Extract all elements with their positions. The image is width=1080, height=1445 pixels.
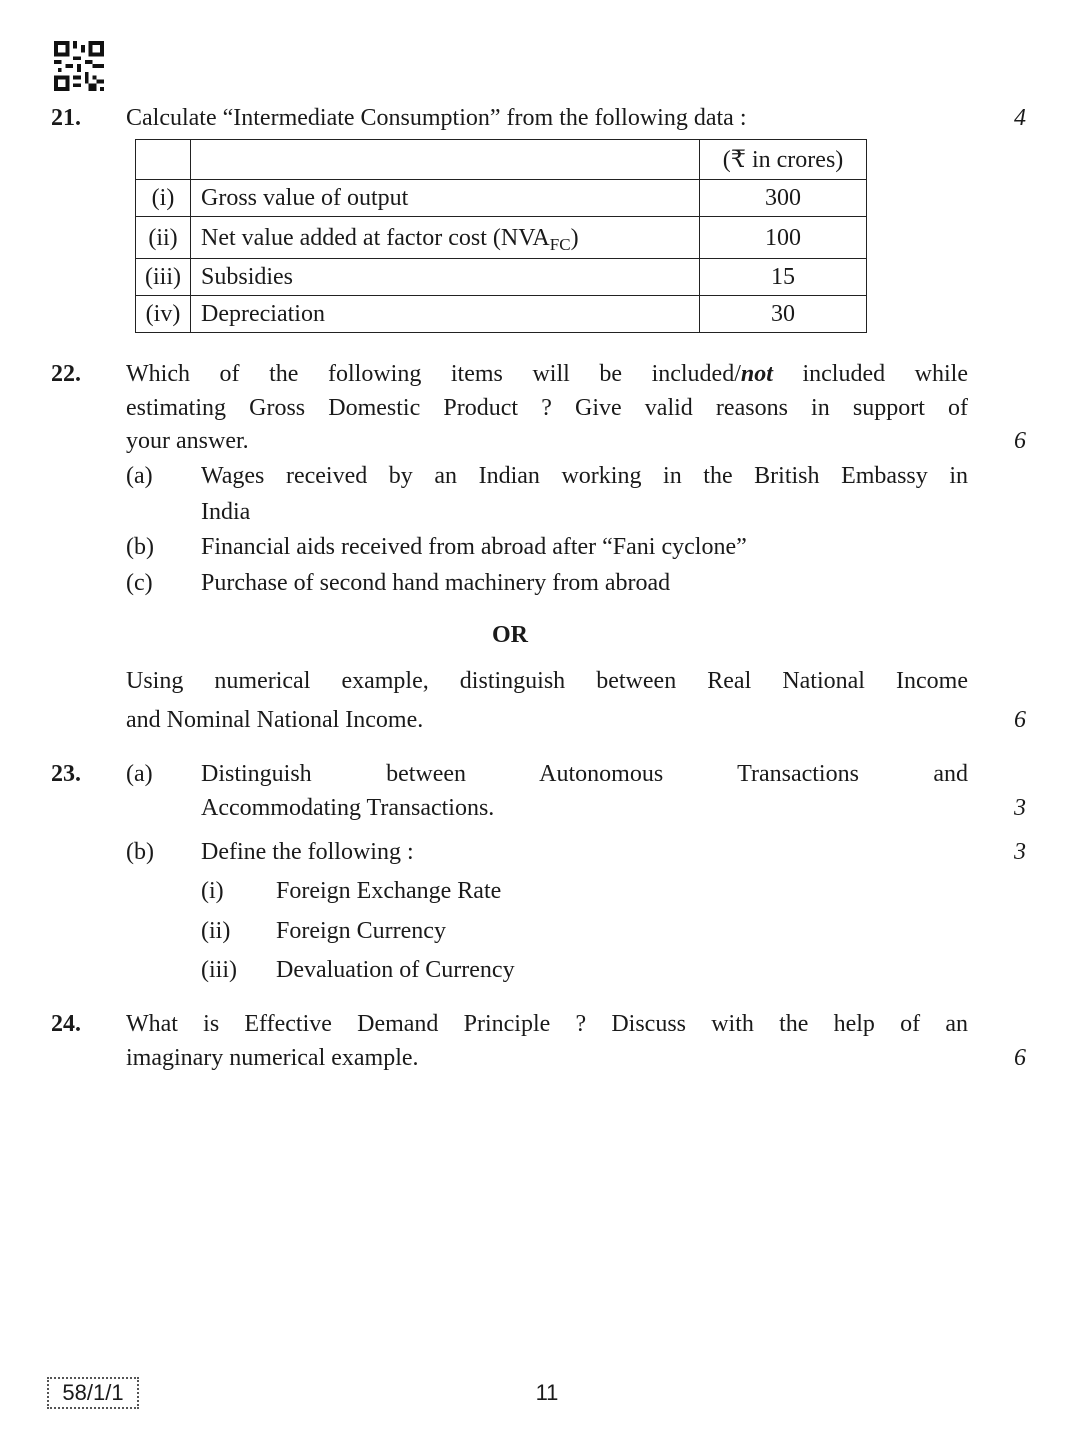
row-item: Net value added at factor cost $(NVA_{FC})$: [191, 217, 700, 259]
row-item: Gross value of output: [191, 180, 700, 217]
item-text: Financial aids received from abroad after “Fani cyclone”: [201, 534, 747, 560]
row-value: 30: [700, 296, 867, 333]
part-a-line-1: Distinguish between Autonomous Transactions and: [201, 761, 968, 787]
table-row: [136, 296, 867, 333]
item-text: Purchase of second hand machinery from abroad: [201, 570, 671, 596]
paper-code: 58/1/1: [47, 1377, 139, 1409]
question-22-line-2: estimating Gross Domestic Product ? Give valid reasons in support of: [126, 395, 968, 421]
or-separator: OR: [492, 622, 528, 648]
row-value: 15: [700, 259, 867, 296]
sub-item-text: Foreign Exchange Rate: [276, 878, 502, 904]
question-number-24: 24.: [51, 1011, 81, 1037]
question-24-line-2: imaginary numerical example.: [126, 1045, 419, 1071]
question-21-marks: 4: [1014, 105, 1026, 131]
row-label: (i): [136, 180, 191, 217]
sub-item-text: Devaluation of Currency: [276, 957, 515, 983]
question-22-marks: 6: [1014, 428, 1026, 454]
sub-item-label: (i): [201, 878, 224, 904]
unit-header: (₹ in crores): [700, 140, 867, 180]
question-number-22: 22.: [51, 361, 81, 387]
question-24-marks: 6: [1014, 1045, 1026, 1071]
part-a-label: (a): [126, 761, 153, 787]
table-row: [136, 217, 867, 259]
item-text: Wages received by an Indian working in the British Embassy in: [201, 463, 968, 489]
part-b-text: Define the following :: [201, 839, 414, 865]
item-text-cont: India: [201, 499, 251, 525]
question-number-23: 23.: [51, 761, 81, 787]
sub-item-text: Foreign Currency: [276, 918, 446, 944]
table-header-row: [136, 140, 867, 180]
question-22-line-1: Which of the following items will be included/not included while: [126, 361, 969, 387]
sub-item-label: (ii): [201, 918, 231, 944]
part-b-label: (b): [126, 839, 154, 865]
data-table: [135, 139, 867, 333]
item-label: (a): [126, 463, 153, 489]
page-number: 11: [535, 1380, 559, 1405]
row-label: (iii): [136, 259, 191, 296]
row-item: Subsidies: [191, 259, 700, 296]
question-21-text: Calculate “Intermediate Consumption” from the following data :: [126, 105, 747, 131]
part-a-marks: 3: [1014, 795, 1026, 821]
question-22-line-3: your answer.: [126, 428, 249, 454]
row-value: 300: [700, 180, 867, 217]
part-b-marks: 3: [1014, 839, 1026, 865]
table-row: [136, 259, 867, 296]
alt-question-line-1: Using numerical example, distinguish between Real National Income: [126, 668, 968, 694]
qr-code: [53, 41, 105, 91]
sub-item-label: (iii): [201, 957, 237, 983]
row-label: (iv): [136, 296, 191, 333]
row-value: 100: [700, 217, 867, 259]
item-label: (b): [126, 534, 154, 560]
question-24-line-1: What is Effective Demand Principle ? Discuss with the help of an: [126, 1011, 968, 1037]
table-row: [136, 180, 867, 217]
row-label: (ii): [136, 217, 191, 259]
row-item: Depreciation: [191, 296, 700, 333]
item-label: (c): [126, 570, 153, 596]
part-a-line-2: Accommodating Transactions.: [201, 795, 495, 821]
question-number-21: 21.: [51, 105, 81, 131]
alt-question-marks: 6: [1014, 707, 1026, 733]
alt-question-line-2: and Nominal National Income.: [126, 707, 424, 733]
